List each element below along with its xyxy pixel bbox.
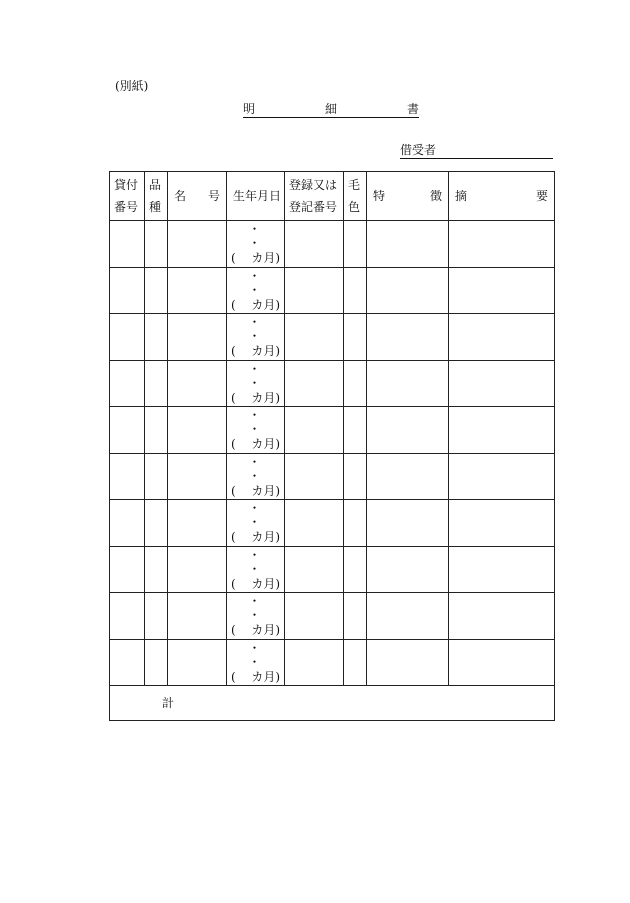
dob-months [227,344,284,358]
cell-date-of-birth [227,453,285,500]
cell-coat-color[interactable] [344,453,367,500]
cell-features[interactable] [367,593,449,640]
cell-remarks[interactable] [449,314,555,361]
cell-registration-number[interactable] [285,639,344,686]
table-row [110,267,555,314]
table-row [110,360,555,407]
cell-features[interactable] [367,360,449,407]
title-char-3: 書 [406,102,419,116]
table-row [110,453,555,500]
cell-remarks[interactable] [449,267,555,314]
cell-name[interactable] [168,221,227,268]
dob-months-label: カ月) [251,297,280,312]
header-registration-number: 登録又は 登記番号 [285,172,344,221]
dob-open-paren: ( [231,530,236,545]
data-rows [110,221,555,686]
cell-breed[interactable] [145,500,168,547]
dob-months [227,251,284,265]
cell-breed[interactable] [145,639,168,686]
cell-remarks[interactable] [449,221,555,268]
header-row [110,172,555,221]
cell-remarks[interactable] [449,500,555,547]
cell-breed[interactable] [145,314,168,361]
total-row [110,686,555,721]
dob-months-label: カ月) [251,390,280,405]
cell-breed[interactable] [145,267,168,314]
cell-loan-number[interactable] [110,453,145,500]
cell-features[interactable] [367,546,449,593]
dob-dots: ・ ・ [248,454,271,483]
borrower-line [400,143,553,159]
dob-template [227,547,284,591]
cell-coat-color[interactable] [344,407,367,454]
header-remarks: 摘 要 [449,172,555,221]
dob-open-paren: ( [231,390,236,405]
cell-coat-color[interactable] [344,267,367,314]
dob-months-label: カ月) [251,437,280,452]
dob-months-label: カ月) [251,483,280,498]
header-name: 名 号 [168,172,227,221]
cell-breed[interactable] [145,593,168,640]
cell-loan-number[interactable] [110,267,145,314]
header-loan-number: 貸付 番号 [110,172,145,221]
cell-registration-number[interactable] [285,500,344,547]
dob-months-label: カ月) [251,251,280,266]
cell-coat-color[interactable] [344,360,367,407]
cell-loan-number[interactable] [110,593,145,640]
cell-breed[interactable] [145,407,168,454]
dob-template [227,222,284,266]
dob-dots: ・ ・ [248,547,271,576]
cell-remarks[interactable] [449,639,555,686]
cell-registration-number[interactable] [285,546,344,593]
dob-template [227,640,284,684]
dob-months [227,437,284,451]
cell-name[interactable] [168,453,227,500]
cell-date-of-birth [227,407,285,454]
dob-open-paren: ( [231,437,236,452]
cell-breed[interactable] [145,221,168,268]
cell-coat-color[interactable] [344,639,367,686]
cell-loan-number[interactable] [110,221,145,268]
header-features: 特 徴 [367,172,449,221]
dob-template [227,408,284,452]
cell-registration-number[interactable] [285,267,344,314]
dob-open-paren: ( [231,576,236,591]
cell-remarks[interactable] [449,407,555,454]
cell-breed[interactable] [145,360,168,407]
header-breed: 品 種 [145,172,168,221]
title-char-1: 明 [243,102,256,116]
cell-remarks[interactable] [449,546,555,593]
cell-name[interactable] [168,267,227,314]
dob-months [227,577,284,591]
detail-table [109,171,555,721]
cell-coat-color[interactable] [344,221,367,268]
total-label: 計 [110,686,555,721]
dob-dots: ・ ・ [248,640,271,669]
cell-name[interactable] [168,593,227,640]
dob-template [227,594,284,638]
dob-open-paren: ( [231,344,236,359]
table-row [110,500,555,547]
dob-months-label: カ月) [251,623,280,638]
dob-dots: ・ ・ [248,222,271,251]
header-date-of-birth: 生年月日 [227,172,285,221]
dob-open-paren: ( [231,669,236,684]
table-row [110,407,555,454]
dob-months [227,623,284,637]
dob-open-paren: ( [231,483,236,498]
cell-registration-number[interactable] [285,453,344,500]
cell-remarks[interactable] [449,360,555,407]
header-coat-color: 毛 色 [344,172,367,221]
cell-coat-color[interactable] [344,546,367,593]
cell-loan-number[interactable] [110,314,145,361]
dob-months [227,391,284,405]
dob-months [227,298,284,312]
dob-dots: ・ ・ [248,408,271,437]
cell-name[interactable] [168,314,227,361]
cell-remarks[interactable] [449,593,555,640]
dob-open-paren: ( [231,297,236,312]
cell-loan-number[interactable] [110,500,145,547]
cell-name[interactable] [168,639,227,686]
table-row [110,221,555,268]
table-row [110,593,555,640]
cell-features[interactable] [367,407,449,454]
dob-months-label: カ月) [251,530,280,545]
dob-template [227,501,284,545]
cell-date-of-birth [227,360,285,407]
cell-coat-color[interactable] [344,314,367,361]
table-row [110,314,555,361]
cell-coat-color[interactable] [344,500,367,547]
cell-name[interactable] [168,407,227,454]
dob-months [227,530,284,544]
cell-date-of-birth [227,267,285,314]
cell-features[interactable] [367,314,449,361]
dob-months-label: カ月) [251,669,280,684]
dob-template [227,454,284,498]
dob-months-label: カ月) [251,576,280,591]
cell-date-of-birth [227,639,285,686]
cell-date-of-birth [227,593,285,640]
attachment-note: (別紙) [115,79,149,93]
title-char-2: 細 [324,102,337,116]
dob-dots: ・ ・ [248,501,271,530]
cell-date-of-birth [227,314,285,361]
dob-template [227,268,284,312]
cell-name[interactable] [168,546,227,593]
cell-coat-color[interactable] [344,593,367,640]
cell-features[interactable] [367,221,449,268]
cell-date-of-birth [227,221,285,268]
dob-dots: ・ ・ [248,268,271,297]
cell-features[interactable] [367,639,449,686]
borrower-label: 借受者 [400,143,437,157]
dob-open-paren: ( [231,623,236,638]
cell-registration-number[interactable] [285,407,344,454]
cell-date-of-birth [227,500,285,547]
cell-loan-number[interactable] [110,639,145,686]
dob-months-label: カ月) [251,344,280,359]
cell-breed[interactable] [145,453,168,500]
cell-registration-number[interactable] [285,360,344,407]
dob-template [227,315,284,359]
dob-dots: ・ ・ [248,315,271,344]
cell-loan-number[interactable] [110,407,145,454]
dob-months [227,670,284,684]
dob-template [227,361,284,405]
document-title [243,102,419,118]
cell-registration-number[interactable] [285,593,344,640]
cell-breed[interactable] [145,546,168,593]
cell-registration-number[interactable] [285,221,344,268]
dob-dots: ・ ・ [248,361,271,390]
cell-loan-number[interactable] [110,546,145,593]
cell-features[interactable] [367,500,449,547]
table-row [110,546,555,593]
cell-name[interactable] [168,360,227,407]
cell-date-of-birth [227,546,285,593]
cell-registration-number[interactable] [285,314,344,361]
cell-features[interactable] [367,453,449,500]
dob-dots: ・ ・ [248,594,271,623]
cell-remarks[interactable] [449,453,555,500]
dob-months [227,484,284,498]
cell-name[interactable] [168,500,227,547]
dob-open-paren: ( [231,251,236,266]
cell-loan-number[interactable] [110,360,145,407]
cell-features[interactable] [367,267,449,314]
table-row [110,639,555,686]
